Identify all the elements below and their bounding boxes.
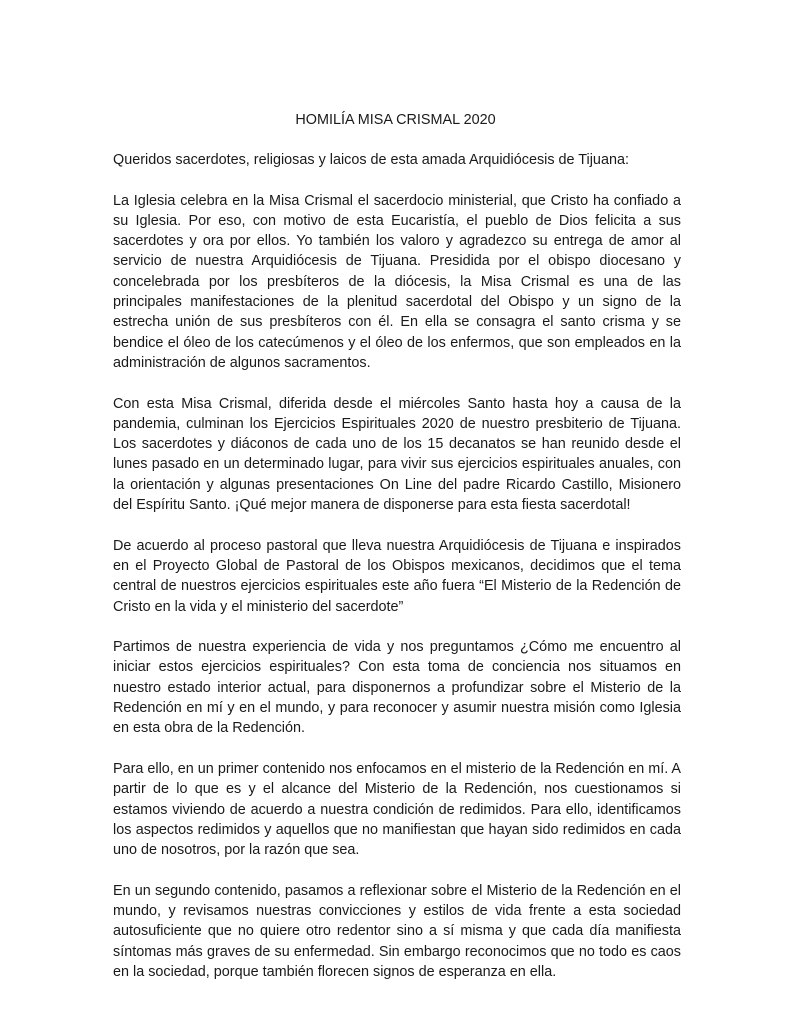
document-body — [113, 150, 681, 1002]
greeting-paragraph: Queridos sacerdotes, religiosas y laicos de esta amada Arquidiócesis de Tijuana: — [113, 152, 629, 168]
body-paragraph: En un segundo contenido, pasamos a reflexionar sobre el Misterio de la Redención en el mundo, y revisamos nuestras convicciones y estilos de vida frente a esta sociedad autosuficiente que no quiere otro redentor sino a sí misma y que cada día manifiesta síntomas más graves de su enfermedad. Sin embargo reconocimos que no todo es caos en la sociedad, porque también florecen signos de esperanza en ella. — [113, 882, 681, 980]
body-paragraph: De acuerdo al proceso pastoral que lleva nuestra Arquidiócesis de Tijuana e inspirados en el Proyecto Global de Pastoral de los Obispos mexicanos, decidimos que el tema central de nuestros ejercicios espirituales este año fuera “El Misterio de la Redención de Cristo en la vida y el ministerio del sacerdote” — [113, 537, 681, 615]
document-title: HOMILÍA MISA CRISMAL 2020 — [295, 112, 496, 128]
body-paragraph: Con esta Misa Crismal, diferida desde el miércoles Santo hasta hoy a causa de la pandemia, culminan los Ejercicios Espirituales 2020 de nuestro presbiterio de Tijuana. Los sacerdotes y diáconos de cada uno de los 15 decanatos se han reunido desde el lunes pasado en un determinado lugar, para vivir sus ejercicios espirituales anuales, con la orientación y algunas presentaciones On Line del padre Ricardo Castillo, Misionero del Espíritu Santo. ¡Qué mejor manera de disponerse para esta fiesta sacerdotal! — [113, 395, 681, 514]
body-paragraph: La Iglesia celebra en la Misa Crismal el sacerdocio ministerial, que Cristo ha confiado a su Iglesia. Por eso, con motivo de esta Eucaristía, el pueblo de Dios felicita a sus sacerdotes y ora por ellos. Yo también los valoro y agradezco su entrega de amor al servicio de nuestra Arquidiócesis de Tijuana. Presidida por el obispo diocesano y concelebrada por los presbíteros de la diócesis, la Misa Crismal es una de las principales manifestaciones de la plenitud sacerdotal del Obispo y un signo de la estrecha unión de sus presbíteros con él. En ella se consagra el santo crisma y se bendice el óleo de los catecúmenos y el óleo de los enfermos, que son empleados en la administración de algunos sacramentos. — [113, 192, 681, 371]
body-paragraph: Para ello, en un primer contenido nos enfocamos en el misterio de la Redención en mí. A partir de lo que es y el alcance del Misterio de la Redención, nos cuestionamos si estamos viviendo de acuerdo a nuestra condición de redimidos. Para ello, identificamos los aspectos redimidos y aquellos que no manifiestan que hayan sido redimidos en cada uno de nosotros, por la razón que sea. — [113, 760, 681, 859]
body-paragraph: Partimos de nuestra experiencia de vida y nos preguntamos ¿Cómo me encuentro al iniciar estos ejercicios espirituales? Con esta toma de conciencia nos situamos en nuestro estado interior actual, para disponernos a profundizar sobre el Misterio de la Redención en mí y en el mundo, y para reconocer y asumir nuestra misión como Iglesia en esta obra de la Redención. — [113, 639, 681, 737]
